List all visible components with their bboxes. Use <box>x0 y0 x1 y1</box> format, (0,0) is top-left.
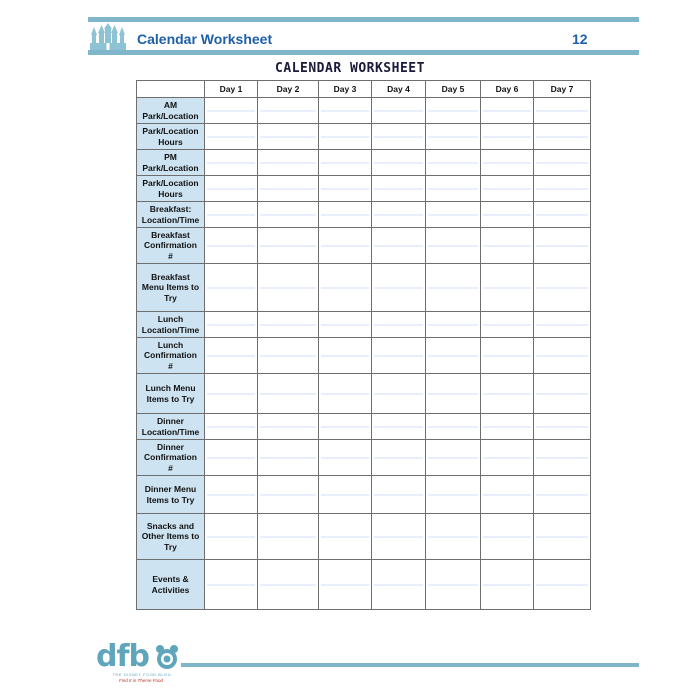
entry-field[interactable] <box>536 188 588 190</box>
entry-cell[interactable] <box>372 228 426 264</box>
row-label-line: Lunch <box>157 339 184 350</box>
entry-field[interactable] <box>483 393 531 395</box>
entry-cell[interactable] <box>205 98 258 124</box>
column-header-day-2: Day 2 <box>258 81 319 98</box>
row-label <box>137 476 205 514</box>
entry-cell[interactable] <box>258 476 319 514</box>
row-label-line: Events & <box>152 574 189 584</box>
entry-field[interactable] <box>321 287 369 289</box>
entry-cell[interactable] <box>481 98 534 124</box>
entry-field[interactable] <box>483 188 531 190</box>
entry-field[interactable] <box>428 287 478 289</box>
entry-field[interactable] <box>428 136 478 138</box>
entry-cell[interactable] <box>481 374 534 414</box>
row-label <box>137 202 205 228</box>
entry-cell[interactable] <box>258 228 319 264</box>
row-label-line: Confirmation <box>144 452 197 463</box>
entry-field[interactable] <box>260 188 316 190</box>
entry-field[interactable] <box>374 536 423 538</box>
entry-cell[interactable] <box>481 414 534 440</box>
entry-cell[interactable] <box>258 374 319 414</box>
row-label-line: # <box>168 250 173 261</box>
entry-cell[interactable] <box>481 338 534 374</box>
entry-cell[interactable] <box>426 202 481 228</box>
entry-cell[interactable] <box>205 476 258 514</box>
entry-field[interactable] <box>321 584 369 586</box>
entry-cell[interactable] <box>319 202 372 228</box>
entry-cell[interactable] <box>258 312 319 338</box>
row-label-line: Dinner <box>157 416 184 426</box>
entry-cell[interactable] <box>372 176 426 202</box>
entry-field[interactable] <box>483 426 531 428</box>
table-row <box>137 202 591 228</box>
entry-field[interactable] <box>260 162 316 164</box>
entry-field[interactable] <box>428 188 478 190</box>
entry-cell[interactable] <box>372 476 426 514</box>
entry-field[interactable] <box>536 214 588 216</box>
entry-field[interactable] <box>321 136 369 138</box>
entry-cell[interactable] <box>258 560 319 610</box>
entry-field[interactable] <box>207 536 255 538</box>
entry-cell[interactable] <box>426 124 481 150</box>
entry-cell[interactable] <box>426 560 481 610</box>
entry-cell[interactable] <box>481 560 534 610</box>
table-row <box>137 560 591 610</box>
table-row <box>137 264 591 312</box>
entry-field[interactable] <box>321 324 369 326</box>
table-row <box>137 176 591 202</box>
entry-field[interactable] <box>321 457 369 459</box>
entry-cell[interactable] <box>372 440 426 476</box>
row-label <box>137 374 205 414</box>
table-row <box>137 440 591 476</box>
table-row <box>137 98 591 124</box>
row-label <box>137 228 205 264</box>
entry-cell[interactable] <box>426 264 481 312</box>
entry-cell[interactable] <box>258 338 319 374</box>
entry-cell[interactable] <box>534 440 591 476</box>
entry-cell[interactable] <box>205 150 258 176</box>
row-label-line: Park/Location <box>142 178 199 188</box>
entry-field[interactable] <box>207 494 255 496</box>
entry-field[interactable] <box>483 324 531 326</box>
mickey-plate-icon <box>154 644 180 670</box>
entry-field[interactable] <box>428 393 478 395</box>
row-label-line: Park/Location <box>142 162 199 173</box>
entry-field[interactable] <box>321 245 369 247</box>
row-label <box>137 414 205 440</box>
row-label-line: Menu Items to <box>141 282 200 293</box>
entry-cell[interactable] <box>372 202 426 228</box>
entry-field[interactable] <box>260 245 316 247</box>
entry-cell[interactable] <box>258 514 319 560</box>
entry-cell[interactable] <box>481 476 534 514</box>
row-label-line: Other Items to <box>141 531 200 542</box>
entry-field[interactable] <box>374 355 423 357</box>
entry-field[interactable] <box>207 355 255 357</box>
row-label-line: Items to Try <box>146 494 195 505</box>
entry-field[interactable] <box>536 136 588 138</box>
column-header-day-1: Day 1 <box>205 81 258 98</box>
entry-field[interactable] <box>321 214 369 216</box>
row-label-line: Location/Time <box>141 214 200 225</box>
entry-cell[interactable] <box>481 124 534 150</box>
entry-field[interactable] <box>428 214 478 216</box>
row-label-line: Lunch Menu <box>145 383 196 393</box>
row-label-line: Confirmation <box>144 240 197 251</box>
entry-field[interactable] <box>260 584 316 586</box>
entry-field[interactable] <box>207 110 255 112</box>
entry-cell[interactable] <box>258 98 319 124</box>
entry-field[interactable] <box>321 162 369 164</box>
entry-field[interactable] <box>483 355 531 357</box>
header-row <box>137 81 591 98</box>
entry-field[interactable] <box>536 324 588 326</box>
row-label-line: Try <box>164 292 177 303</box>
table-row <box>137 414 591 440</box>
entry-field[interactable] <box>321 393 369 395</box>
entry-field[interactable] <box>428 584 478 586</box>
entry-cell[interactable] <box>205 312 258 338</box>
entry-field[interactable] <box>536 536 588 538</box>
entry-cell[interactable] <box>534 228 591 264</box>
entry-cell[interactable] <box>258 202 319 228</box>
entry-field[interactable] <box>260 494 316 496</box>
entry-cell[interactable] <box>426 476 481 514</box>
row-label-line: Location/Time <box>141 426 200 437</box>
entry-field[interactable] <box>260 287 316 289</box>
entry-field[interactable] <box>374 426 423 428</box>
logo-text: dfb <box>96 639 150 674</box>
corner-cell <box>137 81 205 98</box>
entry-field[interactable] <box>428 162 478 164</box>
logo-tagline: THE DISNEY FOOD BLOG <box>112 672 172 677</box>
entry-field[interactable] <box>536 162 588 164</box>
entry-field[interactable] <box>536 393 588 395</box>
column-header-day-3: Day 3 <box>319 81 372 98</box>
entry-cell[interactable] <box>319 228 372 264</box>
entry-cell[interactable] <box>481 264 534 312</box>
entry-field[interactable] <box>536 110 588 112</box>
entry-field[interactable] <box>207 584 255 586</box>
entry-cell[interactable] <box>205 228 258 264</box>
entry-field[interactable] <box>374 110 423 112</box>
entry-cell[interactable] <box>319 440 372 476</box>
entry-cell[interactable] <box>426 228 481 264</box>
entry-field[interactable] <box>536 287 588 289</box>
entry-cell[interactable] <box>205 414 258 440</box>
row-label-line: Snacks and <box>146 520 195 531</box>
entry-field[interactable] <box>428 245 478 247</box>
table-row <box>137 514 591 560</box>
table-row <box>137 228 591 264</box>
entry-field[interactable] <box>428 110 478 112</box>
entry-field[interactable] <box>483 136 531 138</box>
entry-cell[interactable] <box>319 312 372 338</box>
entry-field[interactable] <box>536 584 588 586</box>
entry-field[interactable] <box>260 324 316 326</box>
entry-cell[interactable] <box>481 312 534 338</box>
entry-field[interactable] <box>374 162 423 164</box>
entry-field[interactable] <box>483 214 531 216</box>
entry-cell[interactable] <box>534 264 591 312</box>
entry-cell[interactable] <box>534 312 591 338</box>
entry-cell[interactable] <box>481 514 534 560</box>
entry-cell[interactable] <box>372 124 426 150</box>
entry-field[interactable] <box>428 355 478 357</box>
entry-cell[interactable] <box>372 414 426 440</box>
row-label-line: PM <box>164 152 177 162</box>
entry-field[interactable] <box>483 110 531 112</box>
entry-cell[interactable] <box>426 440 481 476</box>
entry-cell[interactable] <box>258 440 319 476</box>
entry-field[interactable] <box>374 214 423 216</box>
entry-cell[interactable] <box>372 150 426 176</box>
entry-cell[interactable] <box>258 264 319 312</box>
entry-field[interactable] <box>536 245 588 247</box>
entry-field[interactable] <box>428 426 478 428</box>
row-label-line: Lunch <box>157 314 184 324</box>
entry-cell[interactable] <box>534 124 591 150</box>
entry-field[interactable] <box>483 457 531 459</box>
entry-field[interactable] <box>321 426 369 428</box>
entry-field[interactable] <box>374 136 423 138</box>
entry-cell[interactable] <box>258 150 319 176</box>
entry-field[interactable] <box>483 536 531 538</box>
entry-field[interactable] <box>374 245 423 247</box>
entry-cell[interactable] <box>534 514 591 560</box>
document-title: Calendar Worksheet <box>137 31 273 47</box>
entry-field[interactable] <box>260 426 316 428</box>
entry-field[interactable] <box>207 324 255 326</box>
entry-cell[interactable] <box>319 560 372 610</box>
entry-cell[interactable] <box>534 150 591 176</box>
entry-cell[interactable] <box>319 338 372 374</box>
row-label <box>137 150 205 176</box>
entry-field[interactable] <box>207 287 255 289</box>
entry-cell[interactable] <box>426 374 481 414</box>
entry-field[interactable] <box>536 355 588 357</box>
entry-cell[interactable] <box>426 150 481 176</box>
entry-cell[interactable] <box>205 440 258 476</box>
row-label-line: Confirmation <box>144 350 197 361</box>
entry-cell[interactable] <box>319 98 372 124</box>
entry-cell[interactable] <box>426 338 481 374</box>
entry-field[interactable] <box>536 457 588 459</box>
entry-cell[interactable] <box>319 150 372 176</box>
page-number: 12 <box>572 31 588 47</box>
entry-cell[interactable] <box>372 98 426 124</box>
entry-field[interactable] <box>260 457 316 459</box>
entry-field[interactable] <box>207 136 255 138</box>
entry-field[interactable] <box>483 287 531 289</box>
row-label <box>137 560 205 610</box>
entry-cell[interactable] <box>534 98 591 124</box>
row-label-line: Breakfast: <box>149 204 192 214</box>
entry-field[interactable] <box>260 214 316 216</box>
entry-cell[interactable] <box>205 264 258 312</box>
entry-cell[interactable] <box>372 374 426 414</box>
entry-field[interactable] <box>483 584 531 586</box>
entry-cell[interactable] <box>372 514 426 560</box>
entry-cell[interactable] <box>534 176 591 202</box>
entry-field[interactable] <box>260 355 316 357</box>
entry-field[interactable] <box>260 393 316 395</box>
row-label <box>137 514 205 560</box>
entry-cell[interactable] <box>481 440 534 476</box>
row-label-line: Try <box>164 541 177 552</box>
entry-field[interactable] <box>374 457 423 459</box>
row-label-line: AM <box>163 100 178 110</box>
entry-cell[interactable] <box>319 476 372 514</box>
castle-icon <box>90 23 126 50</box>
entry-field[interactable] <box>260 110 316 112</box>
entry-field[interactable] <box>207 214 255 216</box>
row-label-line: Activities <box>151 584 190 595</box>
entry-cell[interactable] <box>319 124 372 150</box>
entry-field[interactable] <box>374 584 423 586</box>
row-label-line: Breakfast <box>151 271 190 282</box>
row-label <box>137 440 205 476</box>
row-label-line: # <box>168 360 173 371</box>
row-label <box>137 98 205 124</box>
entry-field[interactable] <box>536 494 588 496</box>
entry-cell[interactable] <box>258 124 319 150</box>
entry-field[interactable] <box>321 536 369 538</box>
entry-cell[interactable] <box>534 476 591 514</box>
entry-field[interactable] <box>207 393 255 395</box>
table-row <box>137 312 591 338</box>
entry-field[interactable] <box>428 324 478 326</box>
entry-cell[interactable] <box>205 374 258 414</box>
row-label-line: Location/Time <box>141 324 200 335</box>
column-header-day-5: Day 5 <box>426 81 481 98</box>
row-label-line: Dinner Menu <box>144 484 197 494</box>
entry-cell[interactable] <box>534 560 591 610</box>
entry-cell[interactable] <box>319 414 372 440</box>
entry-cell[interactable] <box>319 176 372 202</box>
entry-cell[interactable] <box>481 176 534 202</box>
entry-cell[interactable] <box>426 176 481 202</box>
entry-field[interactable] <box>374 393 423 395</box>
row-label-line: Park/Location <box>142 126 199 136</box>
row-label-line: Hours <box>158 136 183 147</box>
entry-cell[interactable] <box>319 374 372 414</box>
entry-field[interactable] <box>428 457 478 459</box>
row-label <box>137 176 205 202</box>
column-header-day-6: Day 6 <box>481 81 534 98</box>
entry-cell[interactable] <box>534 374 591 414</box>
entry-cell[interactable] <box>372 338 426 374</box>
entry-field[interactable] <box>483 162 531 164</box>
entry-cell[interactable] <box>534 338 591 374</box>
entry-cell[interactable] <box>426 312 481 338</box>
entry-field[interactable] <box>428 494 478 496</box>
entry-cell[interactable] <box>534 202 591 228</box>
entry-field[interactable] <box>321 494 369 496</box>
entry-cell[interactable] <box>205 202 258 228</box>
entry-cell[interactable] <box>205 338 258 374</box>
entry-cell[interactable] <box>372 312 426 338</box>
entry-cell[interactable] <box>372 264 426 312</box>
entry-field[interactable] <box>207 457 255 459</box>
dfb-logo <box>96 639 172 683</box>
entry-cell[interactable] <box>481 202 534 228</box>
table-row <box>137 374 591 414</box>
entry-cell[interactable] <box>481 150 534 176</box>
calendar-worksheet-table <box>136 80 591 610</box>
entry-field[interactable] <box>321 110 369 112</box>
table-row <box>137 124 591 150</box>
entry-field[interactable] <box>374 188 423 190</box>
entry-cell[interactable] <box>258 176 319 202</box>
entry-field[interactable] <box>321 188 369 190</box>
column-header-day-7: Day 7 <box>534 81 591 98</box>
entry-field[interactable] <box>260 536 316 538</box>
entry-cell[interactable] <box>205 176 258 202</box>
row-label-line: Breakfast <box>151 229 190 240</box>
entry-field[interactable] <box>207 188 255 190</box>
entry-field[interactable] <box>483 494 531 496</box>
logo-slogan: Find It in Theme Food <box>118 678 164 683</box>
entry-cell[interactable] <box>319 264 372 312</box>
row-label <box>137 338 205 374</box>
row-label-line: Park/Location <box>142 110 199 121</box>
worksheet-title: CALENDAR WORKSHEET <box>275 61 425 76</box>
entry-cell[interactable] <box>426 414 481 440</box>
entry-cell[interactable] <box>534 414 591 440</box>
entry-cell[interactable] <box>481 228 534 264</box>
entry-field[interactable] <box>483 245 531 247</box>
entry-cell[interactable] <box>205 514 258 560</box>
row-label-line: Hours <box>158 188 183 199</box>
entry-cell[interactable] <box>258 414 319 440</box>
entry-field[interactable] <box>374 494 423 496</box>
entry-field[interactable] <box>536 426 588 428</box>
entry-field[interactable] <box>321 355 369 357</box>
table-row <box>137 338 591 374</box>
footer-rule <box>181 663 639 667</box>
row-label <box>137 312 205 338</box>
row-label-line: Dinner <box>157 441 184 452</box>
entry-field[interactable] <box>207 245 255 247</box>
header-rule-top <box>88 17 639 22</box>
table-row <box>137 150 591 176</box>
entry-field[interactable] <box>374 287 423 289</box>
entry-cell[interactable] <box>426 98 481 124</box>
entry-cell[interactable] <box>319 514 372 560</box>
header-rule-bottom <box>88 50 639 55</box>
table-row <box>137 476 591 514</box>
entry-cell[interactable] <box>372 560 426 610</box>
row-label <box>137 124 205 150</box>
entry-cell[interactable] <box>205 560 258 610</box>
entry-field[interactable] <box>374 324 423 326</box>
entry-cell[interactable] <box>205 124 258 150</box>
entry-field[interactable] <box>260 136 316 138</box>
column-header-day-4: Day 4 <box>372 81 426 98</box>
entry-field[interactable] <box>207 426 255 428</box>
entry-field[interactable] <box>428 536 478 538</box>
entry-cell[interactable] <box>426 514 481 560</box>
row-label-line: Items to Try <box>146 393 195 404</box>
row-label-line: # <box>168 462 173 473</box>
row-label <box>137 264 205 312</box>
entry-field[interactable] <box>207 162 255 164</box>
